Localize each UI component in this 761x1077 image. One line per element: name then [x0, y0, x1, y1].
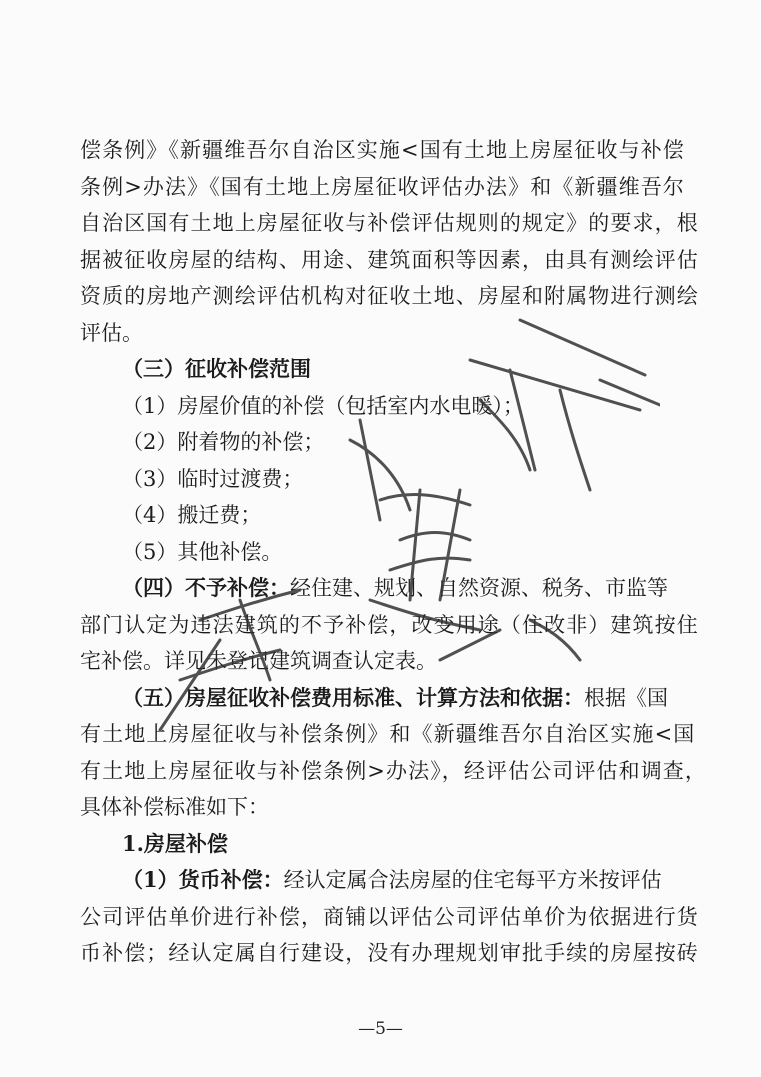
- list-item: （1）房屋价值的补偿（包括室内水电暖）；: [122, 393, 524, 418]
- paragraph-line: 宅补偿。详见未登记建筑调查认定表。: [80, 649, 437, 673]
- paragraph-line: 据被征收房屋的结构、用途、建筑面积等因素，由具有测绘评估: [80, 247, 699, 272]
- paragraph-line: 资质的房地产测绘评估机构对征收土地、房屋和附属物进行测绘: [80, 284, 699, 308]
- section-label: （五）房屋征收补偿费用标准、计算方法和依据：: [122, 684, 584, 710]
- paragraph-line: 自治区国有土地上房屋征收与补偿评估规则的规定》的要求，根: [80, 211, 699, 235]
- item-text: 经认定属合法房屋的住宅每平方米按评估: [283, 868, 662, 892]
- section-no-compensation: [80, 570, 680, 607]
- list-item: （3）临时过渡费；: [122, 466, 304, 491]
- paragraph-line: 币补偿；经认定属自行建设，没有办理规划审批手续的房屋按砖: [80, 941, 699, 965]
- item-monetary-compensation: [80, 862, 680, 899]
- section-heading-scope: （三）征收补偿范围: [122, 356, 311, 381]
- list-item: （5）其他补偿。: [122, 539, 283, 564]
- page-number: —5—: [358, 1019, 403, 1039]
- section-standards: [80, 680, 680, 717]
- section-text: 经住建、规划、自然资源、税务、市监等: [290, 576, 668, 600]
- paragraph-line: 有土地上房屋征收与补偿条例>办法》，经评估公司评估和调查，: [80, 758, 707, 783]
- paragraph-line: 部门认定为违法建筑的不予补偿，改变用途（住改非）建筑按住: [80, 612, 699, 637]
- paragraph-line: 条例>办法》《国有土地上房屋征收评估办法》和《新疆维吾尔: [80, 174, 685, 199]
- paragraph-line: 偿条例》《新疆维吾尔自治区实施<国有土地上房屋征收与补偿: [80, 138, 685, 162]
- paragraph-line: 评估。: [80, 320, 143, 345]
- paragraph-line: 公司评估单价进行补偿，商铺以评估公司评估单价为依据进行货: [80, 904, 699, 929]
- section-text: 根据《国: [584, 685, 668, 710]
- list-item: （2）附着物的补偿；: [122, 430, 325, 454]
- paragraph-line: 具体补偿标准如下：: [80, 795, 269, 819]
- list-item: （4）搬迁费；: [122, 503, 262, 527]
- section-label: （四）不予补偿：: [122, 575, 290, 600]
- document-body: [80, 132, 707, 972]
- paragraph-line: 有土地上房屋征收与补偿条例》和《新疆维吾尔自治区实施<国: [80, 722, 696, 746]
- subsection-heading: 1.房屋补偿: [122, 830, 228, 856]
- item-label: （1）货币补偿：: [122, 867, 284, 892]
